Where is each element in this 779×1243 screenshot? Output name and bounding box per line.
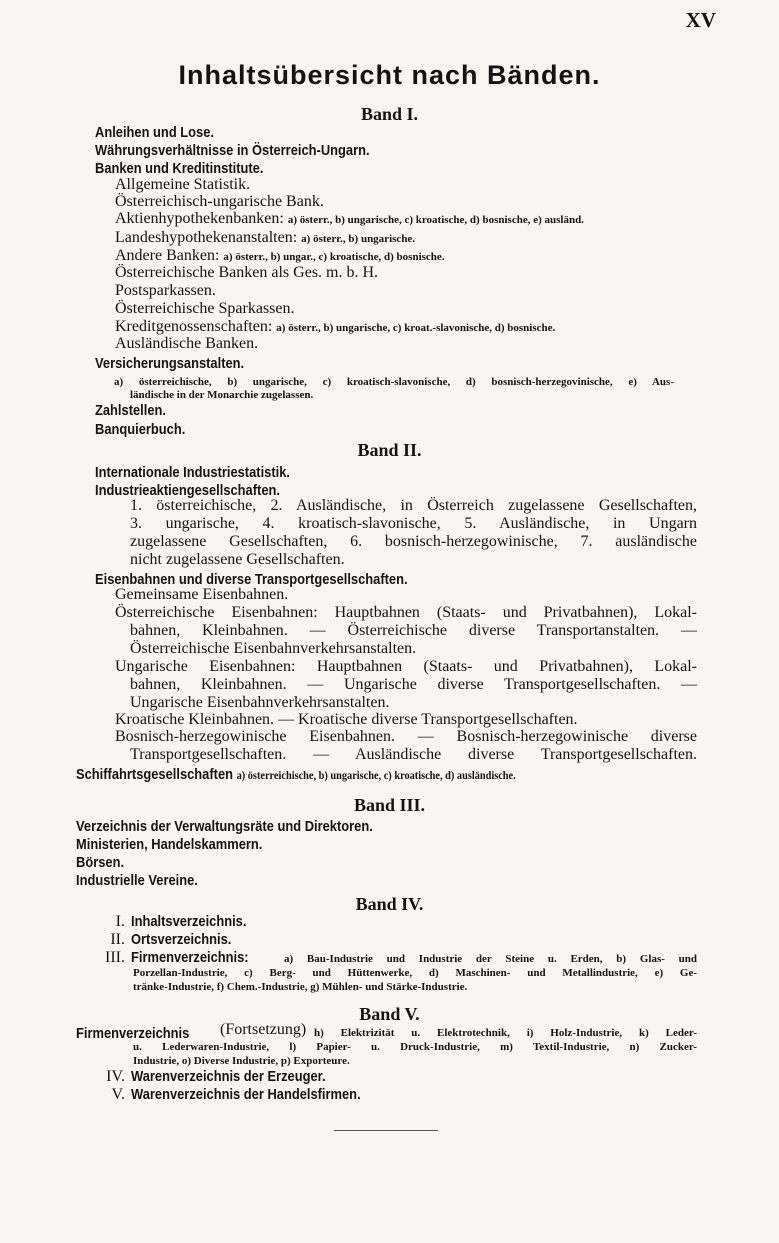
entry-ortsverzeichnis: Ortsverzeichnis. [131,931,232,948]
versicherung-detail-1: a) österreichische, b) ungarische, c) kroatisch-slavonische, d) bosnisch-herzegovinische, e) Aus- [114,376,674,388]
landeshyp-label: Landeshypothekenanstalten: [115,229,298,246]
numeral-ii: II. [110,931,125,948]
aktien-line-1: 1. österreichische, 2. Ausländische, in Österreich zugelassene Gesellschaften, [130,497,697,514]
band-2-heading: Band II. [357,440,422,460]
entry-vereine: Industrielle Vereine. [76,872,198,889]
ung-bahnen-line-3: Ungarische Eisenbahnverkehrsanstalten. [130,694,390,711]
ung-bahnen-line-1: Ungarische Eisenbahnen: Hauptbahnen (Staats- und Privatbahnen), Lokal- [115,658,697,675]
firmen-v-detail-2: u. Lederwaren-Industrie, l) Papier- u. Druck-Industrie, m) Textil-Industrie, n) Zucker- [133,1041,697,1053]
entry-waehrung: Währungsverhältnisse in Österreich-Ungarn. [95,142,370,159]
end-rule [334,1130,438,1131]
firmen-iv-detail-3: tränke-Industrie, f) Chem.-Industrie, g) Mühlen- und Stärke-Industrie. [133,981,468,993]
firmen-v-label: Firmenverzeichnis [76,1025,190,1042]
entry-banken: Banken und Kreditinstitute. [95,160,264,177]
oe-bahnen-line-3: Österreichische Eisenbahnverkehrsanstalten. [130,640,417,657]
sub-allgemeine: Allgemeine Statistik. [115,176,251,193]
entry-zahlstellen: Zahlstellen. [95,402,166,419]
firmen-v-detail-3: Industrie, o) Diverse Industrie, p) Exporteure. [133,1055,350,1067]
sub-oebank: Österreichisch-ungarische Bank. [115,193,324,210]
oe-bahnen-line-2: bahnen, Kleinbahnen. — Österreichische diverse Transportanstalten. — [130,622,697,639]
entry-inhaltsverzeichnis: Inhaltsverzeichnis. [131,913,247,930]
entry-warenverzeichnis-handel: Warenverzeichnis der Handelsfirmen. [131,1086,361,1103]
schiffahrt-detail: a) österreichische, b) ungarische, c) kroatische, d) ausländische. [236,768,516,782]
kredit-detail: a) österr., b) ungarische, c) kroat.-slavonische, d) bosnische. [276,322,556,334]
band-1-heading: Band I. [360,104,419,124]
oe-bahnen-line-1: Österreichische Eisenbahnen: Hauptbahnen (Staats- und Privatbahnen), Lokal- [115,604,697,621]
numeral-v: V. [111,1086,125,1103]
entry-banquier: Banquierbuch. [95,421,186,438]
entry-warenverzeichnis-erzeuger: Warenverzeichnis der Erzeuger. [131,1068,326,1085]
firmen-v-fortsetzung: (Fortsetzung) [220,1021,307,1038]
entry-eisenbahnen: Eisenbahnen und diverse Transportgesellschaften. [95,571,408,588]
sub-auslbanken: Ausländische Banken. [115,335,259,352]
page-title: Inhaltsübersicht nach Bänden. [178,60,601,90]
entry-intl-statistik: Internationale Industriestatistik. [95,464,290,481]
aktien-line-2: 3. ungarische, 4. kroatisch-slavonische, 5. Ausländische, in Ungarn [130,515,697,532]
aktien-line-3: zugelassene Gesellschaften, 6. bosnisch-herzegowinische, 7. ausländische [130,533,697,550]
sub-kroatische: Kroatische Kleinbahnen. — Kroatische diverse Transportgesellschaften. [115,711,578,728]
sub-gemeinsame: Gemeinsame Eisenbahnen. [115,586,289,603]
sub-landeshyp [115,229,415,247]
bos-bahnen-line-1: Bosnisch-herzegowinische Eisenbahnen. — Bosnisch-herzegowinische diverse [115,728,697,745]
entry-anleihen: Anleihen und Lose. [95,124,214,141]
entry-firmenverzeichnis: Firmenverzeichnis: [131,949,249,966]
entry-versicherung: Versicherungsanstalten. [95,355,245,372]
sub-oespar: Österreichische Sparkassen. [115,300,295,317]
aktienhyp-detail: a) österr., b) ungarische, c) kroatische, d) bosnische, e) ausländ. [287,214,584,226]
band-5-heading: Band V. [359,1004,420,1024]
page-number: XV [685,8,716,32]
entry-aktiengesellschaften: Industrieaktiengesellschaften. [95,482,280,499]
schiffahrt-label: Schiffahrtsgesellschaften [76,766,234,783]
versicherung-detail-2: ländische in der Monarchie zugelassen. [130,389,314,401]
numeral-iv: IV. [106,1068,125,1085]
sub-postspar: Postsparkassen. [115,282,216,299]
entry-boersen: Börsen. [76,854,125,871]
sub-gesmbh: Österreichische Banken als Ges. m. b. H. [115,264,379,281]
entry-verwaltungsraete: Verzeichnis der Verwaltungsräte und Direktoren. [76,818,373,835]
firmen-v-detail-1: h) Elektrizität u. Elektrotechnik, i) Holz-Industrie, k) Leder- [314,1027,697,1039]
ung-bahnen-line-2: bahnen, Kleinbahnen. — Ungarische diverse Transportgesellschaften. — [130,676,697,693]
bos-bahnen-line-2: Transportgesellschaften. — Ausländische diverse Transportgesellschaften. [130,746,697,763]
entry-firmen-fortsetzung [76,1023,208,1042]
sub-aktienhyp [115,210,584,228]
numeral-i: I. [115,913,125,930]
band-3-heading: Band III. [353,795,426,815]
andere-label: Andere Banken: [115,247,220,264]
entry-ministerien: Ministerien, Handelskammern. [76,836,263,853]
firmen-iv-detail-1: a) Bau-Industrie und Industrie der Steine u. Erden, b) Glas- und [284,953,697,965]
aktien-line-4: nicht zugelassene Gesellschaften. [130,551,345,568]
sub-andere-banken [115,247,445,265]
band-4-heading: Band IV. [355,894,424,914]
entry-schiffahrt [76,766,516,783]
sub-kredit [115,318,555,336]
aktienhyp-label: Aktienhypothekenbanken: [115,210,284,227]
firmen-iv-detail-2: Porzellan-Industrie, c) Berg- und Hüttenwerke, d) Maschinen- und Metallindustrie, e) Ge- [133,967,697,979]
kredit-label: Kreditgenossenschaften: [115,318,273,335]
andere-detail: a) österr., b) ungar., c) kroatische, d) bosnische. [223,251,445,263]
numeral-iii: III. [105,949,125,966]
landeshyp-detail: a) österr., b) ungarische. [301,233,416,245]
